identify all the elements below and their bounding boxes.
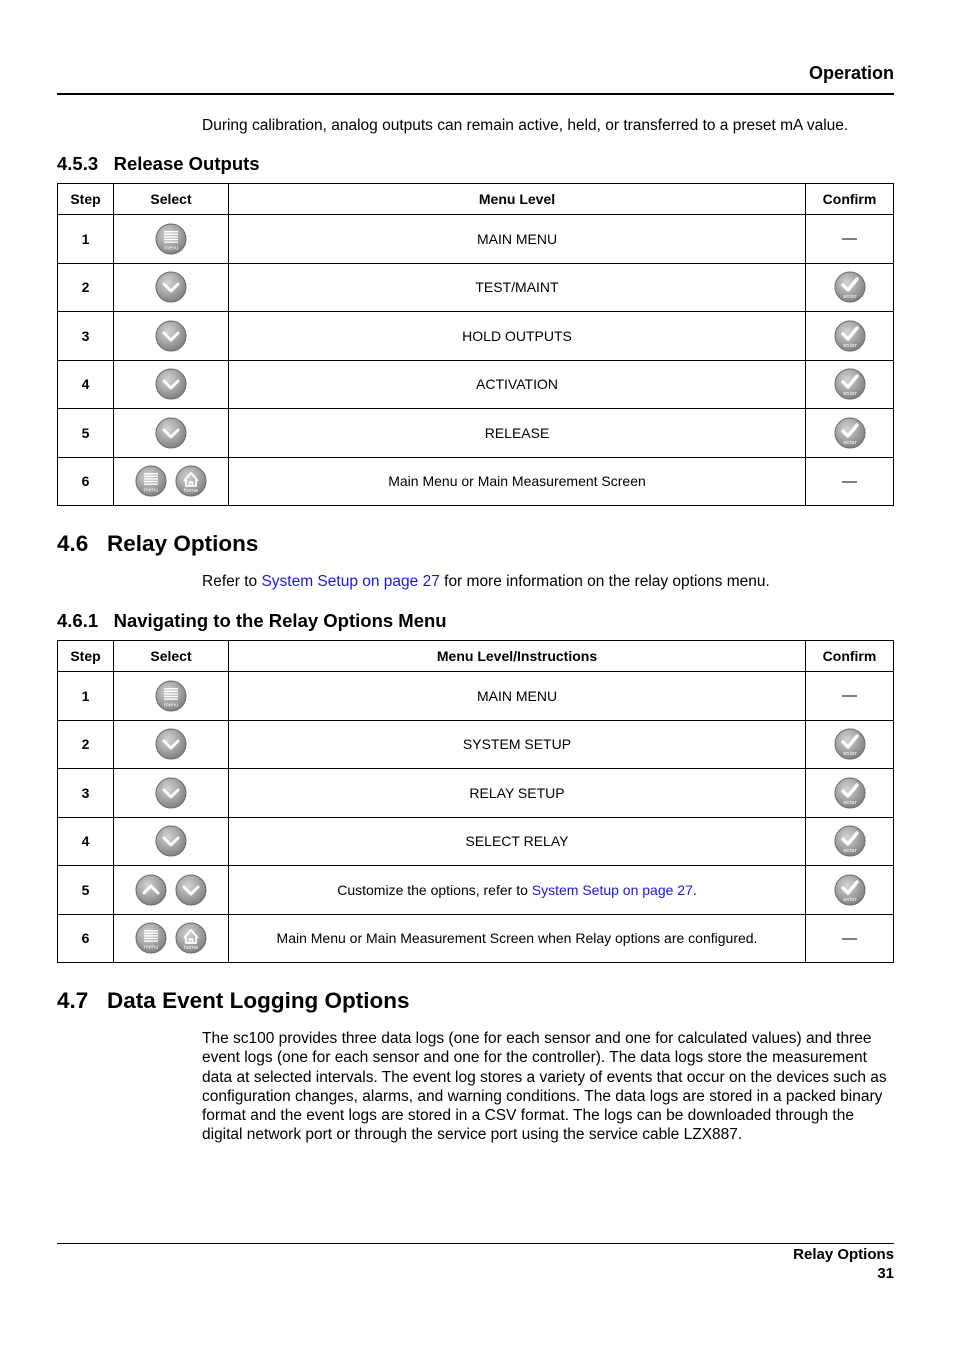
select-buttons [114,409,229,458]
enter-button-icon [834,874,866,906]
enter-button-icon [834,417,866,449]
step-number: 6 [58,914,114,963]
step-number: 3 [58,769,114,818]
confirm-cell [806,720,894,769]
step-number: 5 [58,866,114,915]
select-buttons [114,817,229,866]
enter-button-icon [834,368,866,400]
enter-button-icon [834,825,866,857]
menu-level-text: Customize the options, refer to [337,881,532,898]
relay-options-menu-table [57,640,894,963]
enter-button-icon [834,728,866,760]
menu-button-icon [155,223,187,255]
menu-level [229,409,806,458]
down-arrow-button-icon [155,417,187,449]
step-number: 2 [58,263,114,312]
col-header-confirm: Confirm [806,184,894,215]
menu-level-text: SYSTEM SETUP [462,736,572,753]
col-header-menu: Menu Level [229,184,806,215]
select-buttons [114,457,229,506]
svg-text:enter: enter [842,391,857,398]
menu-level-text: Main Menu or Main Measurement Screen [388,473,646,490]
svg-text:home: home [183,945,199,952]
table-row [58,769,894,818]
section-number: 4.7 [57,988,89,1013]
system-setup-link[interactable]: System Setup on page 27 [531,881,693,898]
menu-level [229,817,806,866]
table-row [58,672,894,721]
home-button-icon [175,465,207,497]
table-row [58,312,894,361]
svg-text:home: home [183,488,199,495]
footer-section: Relay Options [793,1246,894,1263]
step-number: 1 [58,672,114,721]
relay-options-reference [202,572,770,591]
step-number: 3 [58,312,114,361]
menu-level [229,312,806,361]
confirm-cell [806,263,894,312]
confirm-cell [806,866,894,915]
enter-button-icon [834,777,866,809]
confirm-cell [806,409,894,458]
col-header-step: Step [58,641,114,672]
svg-text:enter: enter [842,439,857,446]
menu-level [229,866,806,915]
svg-text:enter: enter [842,896,857,903]
svg-text:enter: enter [842,294,857,301]
table-row [58,360,894,409]
menu-level-text: MAIN MENU [476,687,558,704]
confirm-none: — [806,914,894,963]
menu-level-text: . [692,881,697,898]
header-rule [57,93,894,95]
step-number: 1 [58,215,114,264]
col-header-step: Step [58,184,114,215]
down-arrow-button-icon [155,368,187,400]
table-row [58,409,894,458]
page-number: 31 [877,1265,894,1282]
table-row [58,263,894,312]
menu-level-text: TEST/MAINT [475,279,559,296]
section-number: 4.6 [57,531,89,556]
confirm-none: — [806,672,894,721]
enter-button-icon [834,271,866,303]
menu-level [229,263,806,312]
system-setup-link[interactable]: System Setup on page 27 [261,573,440,590]
confirm-cell [806,312,894,361]
svg-text:menu: menu [163,245,179,252]
svg-text:enter: enter [842,799,857,806]
section-title: Navigating to the Relay Options Menu [113,610,447,631]
select-buttons [114,360,229,409]
data-event-logging-paragraph: The sc100 provides three data logs (one for each sensor and one for calculated values) and three event logs (one for each sensor and one for the controller). The data logs store the measurement data at selected intervals. The event log stores a variety of events that occur on the devices such as configuration changes, alarms, and warning conditions. The data logs are stored in a packed binary format and the event logs are stored in a CSV format. The logs can be downloaded through the digital network port or through the service port using the service cable LZX887. [202,1030,887,1144]
table-row [58,817,894,866]
svg-text:menu: menu [143,487,159,494]
menu-level-text: MAIN MENU [476,230,558,247]
step-number: 5 [58,409,114,458]
step-number: 4 [58,360,114,409]
step-number: 2 [58,720,114,769]
down-arrow-button-icon [155,825,187,857]
select-buttons [114,672,229,721]
col-header-select: Select [114,641,229,672]
section-title: Release Outputs [113,153,260,174]
menu-level-text: HOLD OUTPUTS [462,327,572,344]
confirm-cell [806,360,894,409]
down-arrow-button-icon [155,777,187,809]
down-arrow-button-icon [155,728,187,760]
menu-level [229,215,806,264]
table-row [58,215,894,264]
section-number: 4.5.3 [57,153,99,174]
select-buttons [114,720,229,769]
confirm-none: — [806,457,894,506]
svg-text:enter: enter [842,848,857,855]
header-title: Operation [808,63,894,83]
menu-button-icon [135,922,167,954]
intro-text: During calibration, analog outputs can remain active, held, or transferred to a preset mA value. [202,117,849,134]
home-button-icon [175,922,207,954]
menu-level [229,914,806,963]
menu-level [229,769,806,818]
menu-level [229,457,806,506]
select-buttons [114,866,229,915]
table-header-row [58,641,894,672]
menu-level [229,720,806,769]
confirm-cell [806,817,894,866]
section-title: Relay Options [107,531,259,556]
col-header-menu: Menu Level/Instructions [229,641,806,672]
step-number: 4 [58,817,114,866]
table-header-row [58,184,894,215]
reference-text: for more information on the relay options menu. [439,573,770,590]
up-arrow-button-icon [135,874,167,906]
section-4-5-3-heading [57,153,260,175]
menu-level-text: RELEASE [484,424,550,441]
svg-text:enter: enter [842,342,857,349]
menu-level-text: ACTIVATION [476,376,558,393]
select-buttons [114,769,229,818]
menu-level [229,360,806,409]
select-buttons [114,263,229,312]
menu-level-text: RELAY SETUP [469,784,565,801]
release-outputs-table [57,183,894,506]
section-number: 4.6.1 [57,610,99,631]
table-row [58,914,894,963]
table-row [58,457,894,506]
down-arrow-button-icon [175,874,207,906]
confirm-cell [806,769,894,818]
section-title: Data Event Logging Options [107,988,410,1013]
table-row [58,720,894,769]
footer [793,1245,894,1283]
down-arrow-button-icon [155,320,187,352]
svg-text:menu: menu [143,944,159,951]
menu-level [229,672,806,721]
col-header-select: Select [114,184,229,215]
menu-level-text: SELECT RELAY [465,833,569,850]
section-4-7-heading [57,988,410,1014]
select-buttons [114,914,229,963]
select-buttons [114,215,229,264]
enter-button-icon [834,320,866,352]
select-buttons [114,312,229,361]
section-4-6-1-heading [57,610,447,632]
confirm-none: — [806,215,894,264]
svg-text:enter: enter [842,751,857,758]
svg-text:menu: menu [163,702,179,709]
step-number: 6 [58,457,114,506]
col-header-confirm: Confirm [806,641,894,672]
menu-button-icon [155,680,187,712]
menu-level-text: Main Menu or Main Measurement Screen when Relay options are configured. [276,930,758,947]
table-row [58,866,894,915]
menu-button-icon [135,465,167,497]
section-4-6-heading [57,531,258,557]
down-arrow-button-icon [155,271,187,303]
reference-text: Refer to [202,573,262,590]
footer-rule [57,1243,894,1244]
